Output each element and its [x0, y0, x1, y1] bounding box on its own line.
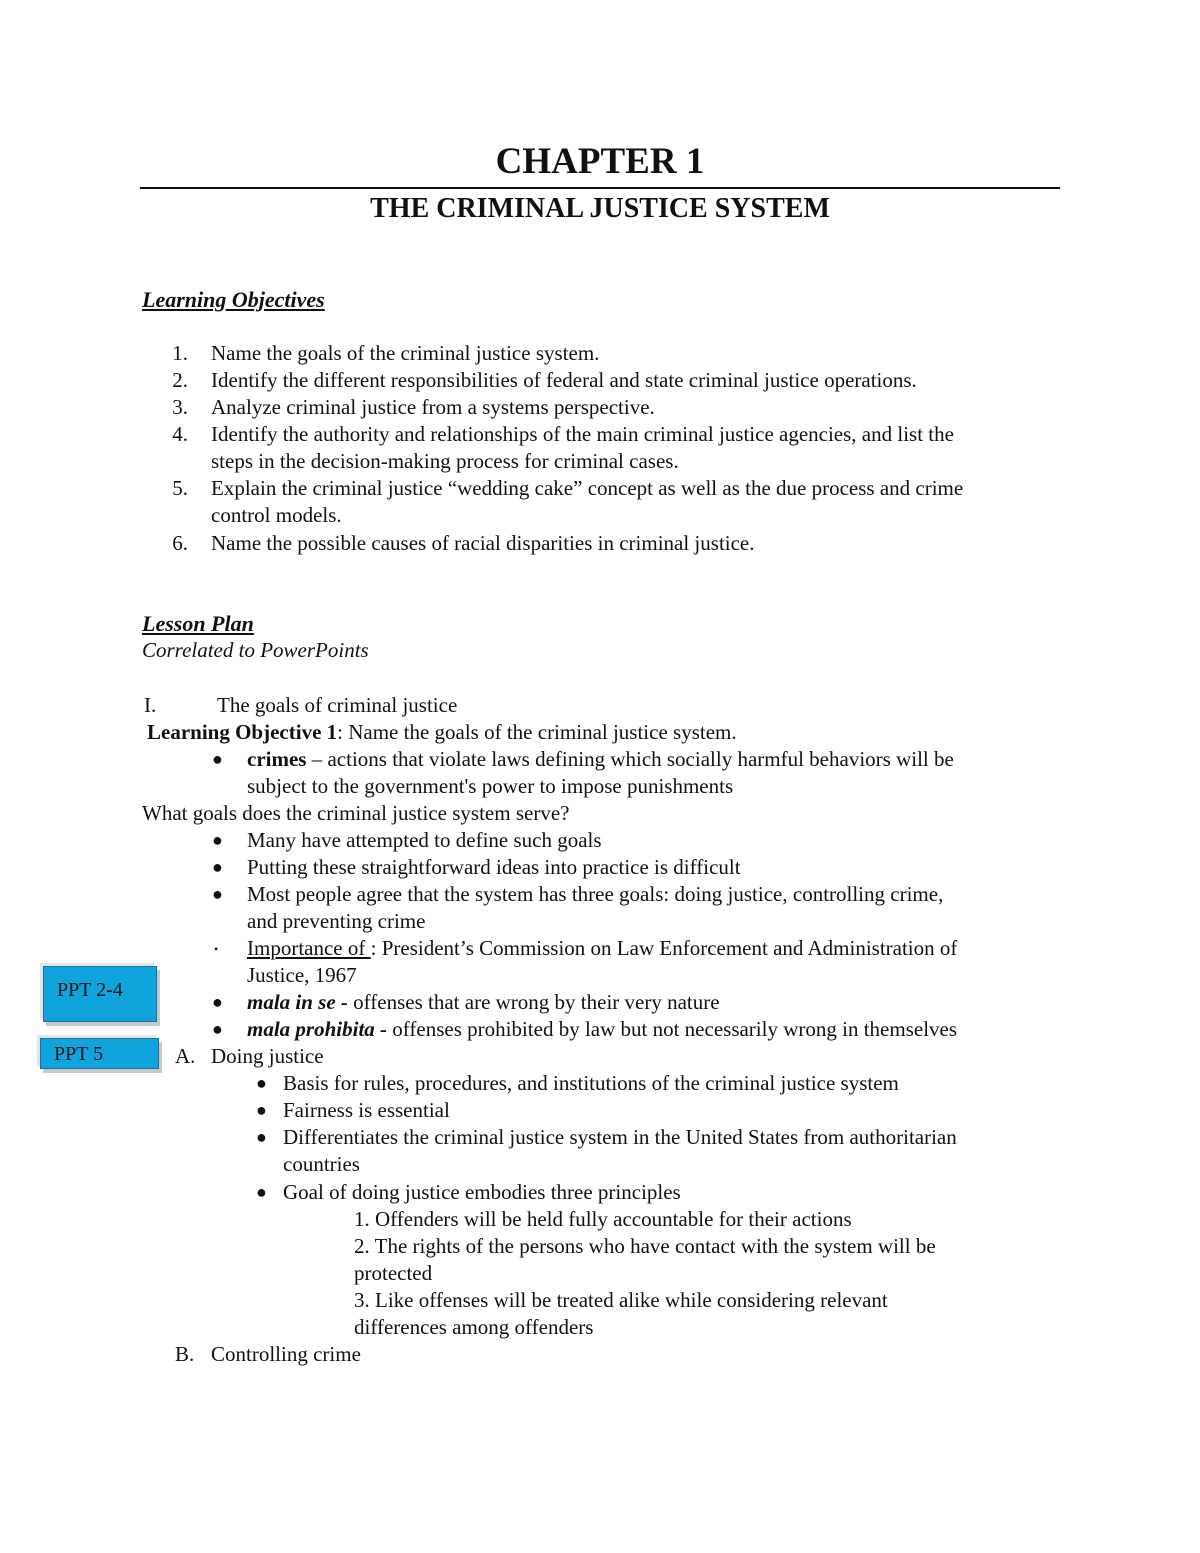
- chapter-heading: CHAPTER 1: [495, 141, 705, 182]
- subsection-b-title: Controlling crime: [211, 1342, 361, 1366]
- principle-text: 1. Offenders will be held fully accountable for their actions: [354, 1207, 852, 1231]
- bullet-text: Differentiates the criminal justice system in the United States from authoritarian: [283, 1125, 957, 1149]
- lesson-plan-heading: Lesson Plan: [142, 611, 254, 636]
- objective-text: steps in the decision-making process for criminal cases.: [211, 449, 679, 473]
- objective-number: 2.: [172, 368, 188, 392]
- chapter-title: THE CRIMINAL JUSTICE SYSTEM: [370, 193, 830, 224]
- bullet-icon: ●: [212, 884, 223, 904]
- objective-number: 1.: [172, 341, 188, 365]
- bullet-icon: ●: [256, 1127, 267, 1147]
- objective-text: Identify the authority and relationships of the main criminal justice agencies, and list the: [211, 422, 954, 446]
- subsection-b-label: B.: [175, 1342, 195, 1366]
- bullet-text: Putting these straightforward ideas into practice is difficult: [247, 855, 741, 879]
- bullet-text: Goal of doing justice embodies three principles: [283, 1180, 681, 1204]
- bullet-text: Many have attempted to define such goals: [247, 828, 602, 852]
- section-number: I.: [144, 693, 157, 717]
- bullet-icon: ●: [212, 749, 223, 769]
- crimes-definition: [247, 746, 954, 773]
- bullet-icon: ●: [256, 1073, 267, 1093]
- crimes-definition-text: – actions that violate laws defining which socially harmful behaviors will be: [306, 747, 954, 771]
- learning-objective-text: : Name the goals of the criminal justice system.: [337, 720, 737, 744]
- section-title: The goals of criminal justice: [217, 693, 458, 717]
- subsection-a-title: Doing justice: [211, 1044, 324, 1068]
- objective-text: Explain the criminal justice “wedding cake” concept as well as the due process and crime: [211, 476, 964, 500]
- learning-objectives-heading: Learning Objectives: [142, 287, 325, 312]
- bullet-text: countries: [283, 1152, 360, 1176]
- importance-text-cont: Justice, 1967: [247, 963, 357, 987]
- crimes-definition-cont: subject to the government's power to impose punishments: [247, 774, 734, 798]
- learning-objective-label: Learning Objective 1: [147, 720, 338, 744]
- mala-in-se-text: offenses that are wrong by their very nature: [353, 990, 720, 1014]
- bullet-text: Most people agree that the system has three goals: doing justice, controlling crime,: [247, 882, 944, 906]
- bullet-icon: ●: [212, 830, 223, 850]
- lesson-plan-subheading: Correlated to PowerPoints: [142, 638, 369, 662]
- mala-in-se-term: mala in se -: [247, 990, 354, 1014]
- mala-in-se-line: [247, 989, 720, 1016]
- bullet-text: Basis for rules, procedures, and institutions of the criminal justice system: [283, 1071, 899, 1095]
- principle-text: 2. The rights of the persons who have contact with the system will be: [354, 1234, 936, 1258]
- importance-label: Importance of: [247, 936, 371, 960]
- bullet-icon: ●: [256, 1100, 267, 1120]
- mala-prohibita-line: [247, 1016, 957, 1043]
- objective-text: Name the possible causes of racial disparities in criminal justice.: [211, 531, 755, 555]
- heading-rule: [140, 187, 1060, 189]
- bullet-text: Fairness is essential: [283, 1098, 450, 1122]
- objective-number: 5.: [172, 476, 188, 500]
- objective-number: 3.: [172, 395, 188, 419]
- objective-text: Name the goals of the criminal justice system.: [211, 341, 600, 365]
- objective-text: Analyze criminal justice from a systems perspective.: [211, 395, 655, 419]
- principle-text: differences among offenders: [354, 1315, 594, 1339]
- principle-text: 3. Like offenses will be treated alike while considering relevant: [354, 1288, 888, 1312]
- mala-prohibita-text: offenses prohibited by law but not necessarily wrong in themselves: [392, 1017, 958, 1041]
- ppt-callout-box: PPT 5: [40, 1038, 159, 1069]
- subsection-a-label: A.: [175, 1044, 196, 1068]
- learning-objective-line: [147, 719, 737, 746]
- crimes-term: crimes: [247, 747, 307, 771]
- objective-text: control models.: [211, 503, 342, 527]
- bullet-icon: ●: [256, 1182, 267, 1202]
- objective-number: 6.: [172, 531, 188, 555]
- goals-question: What goals does the criminal justice system serve?: [142, 801, 570, 825]
- objective-text: Identify the different responsibilities of federal and state criminal justice operations.: [211, 368, 917, 392]
- importance-text: : President’s Commission on Law Enforcement and Administration of: [370, 936, 958, 960]
- small-bullet-icon: •: [214, 942, 219, 956]
- importance-line: [247, 935, 957, 962]
- ppt-callout-box: PPT 2-4: [43, 966, 157, 1022]
- bullet-icon: ●: [212, 857, 223, 877]
- bullet-icon: ●: [212, 1019, 223, 1039]
- principle-text: protected: [354, 1261, 433, 1285]
- objective-number: 4.: [172, 422, 188, 446]
- bullet-text: and preventing crime: [247, 909, 426, 933]
- bullet-icon: ●: [212, 992, 223, 1012]
- mala-prohibita-term: mala prohibita -: [247, 1017, 393, 1041]
